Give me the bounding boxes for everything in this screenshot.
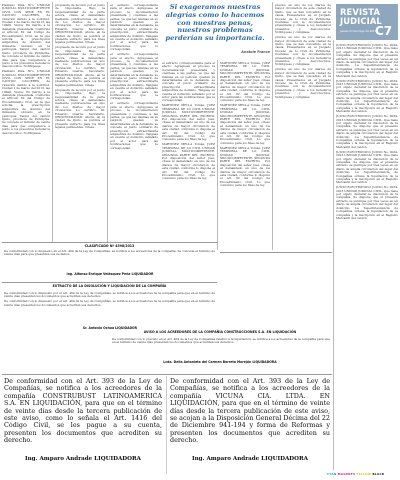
column-divider: [52, 2, 53, 242]
box3-text: De conformidad con lo previsto en el Art. 404 de la Ley de Compañías relativo a la liquidación, se notifica a los acreedores de la compañía para que en el término de veinte días presenten los documentos que acrediten sus derechos.: [112, 338, 330, 345]
column-text: MARTINEZ MELLA Tomás, JUEZ TEMPORAL DE LO CIVIL UNIDAD JUDICIAL MULTICOMPETENTE. SEGUNDA PARTE DEL ESCRITO. Por disposición del señor juez, cítese al demandado en uno de los diarios de mayor circulación de esta ciudad, conforme lo dispone el Art. 82 del Código de Procedimiento Civil. Lo que comunico para los fines de ley.: [162, 103, 215, 142]
column-text: propuesta de lección por el juicio de Imponente. Bajo la responsabilidad de la parte actora, cítese al demandado mediante publicaciones en uno de los diarios de mayor circulación. Lo certifico. Dr. Eduardo Guerra, Secretario. ORQUESTALIDAD. Ahora, en la ciudad de Quito, se publica el presente extracto para los fines legales pertinentes. Cítese.: [55, 4, 105, 45]
text-column-7: [336, 44, 398, 464]
text-column-6: [275, 4, 331, 248]
column-text: MARTINEZ MELLA Tomás, JUEZ TEMPORAL DE LO CIVIL UNIDAD JUDICIAL MULTICOMPETENTE. SEGUNDA PARTE DEL ESCRITO. Por disposición del señor juez, cítese al demandado en uno de los diarios de mayor circulación de esta ciudad, conforme lo dispone el Art. 82 del Código de Procedimiento Civil. Lo que comunico para los fines de ley.: [220, 62, 270, 103]
column-text: JUICIO ELECTRÓNICO. JUICIO No. 0034-2013 UNIDAD JUDICIAL CIVIL. Que tiene por objeto declarar la disolución de la compañía. Se dispone que el presente extracto se publique por tres veces en un diario de amplia circulación del lugar del domicilio. La Superintendencia de Compañías ordena la liquidación de la compañía y la inscripción en el Registro Mercantil del cantón.: [336, 44, 398, 78]
column-text: Planteno Dixa, Nro. UNIDAD JUDICIAL MULTICOMPETENTE CIVIL CON SEDE EN EL CANTÓN CALCERES, de violación debido a la solicitud. Ciudad 1 de marzo del 2013, las 10h00. Vistos: En mérito a la demanda presentada. Conforme el artículo 82 del Código de Procedimiento Civil, en la que solicita la prescripción adquisitiva de dominio del inmueble ubicado en la parroquia Tarqui del cantón Quito, provincia de Pichincha. Se concede el término de veinte días para que comparezca a juicio a los presuntos herederos desconocidos. Notifíquese.: [2, 4, 50, 69]
pull-quote-author: Anatole France: [241, 50, 270, 54]
column-text: el extracto correspondiente para el efecto. Agréguese al proceso la documentación presentada y cuéntese a las partes, ya que las mismas en su petición quedan ya determinadas en la demanda, se concede el juicio ordinario de prescripción extraordinaria adquisitiva de dominio. Téngase en cuenta el domicilio señalado por el actor para las notificaciones que le correspondan.: [110, 4, 158, 52]
notice-2: De conformidad con el Art. 393 de la Ley de Compañías, se notifica a los acreedores de la compañía VICUNA CIA. LTDA. EN LIQUIDACIÓN, para que en el término de veinte días desde la tercera publicación de este aviso, se acojan a la Disposición General Décima del 22 de Diciembre 941-194 y forma de Reformas y presenten los documentos que acrediten su derecho.: [170, 377, 330, 445]
notice-2-signer: Ing. Amparo Andrade LIQUIDADORA: [191, 456, 309, 462]
column-text: previos en uno de los diarios de mayor circulación de esta ciudad de Quito, que se han concedido en la causa. Presentados en el Juzgado Noveno de lo Civil de Pichincha. Cuéntese con la documentación presentada y cítese a los herederos presuntos y desconocidos. Notifíquese y cúmplase.: [275, 4, 331, 35]
column-divider: [107, 2, 108, 242]
notice-1: De conformidad con el Art. 393 de la Ley de Compañías, se notifica a los acreedores de la compañía CONSTRUBUST LATINOAMERICA S.A. EN LIQUIDACIÓN, para que en el término de veinte días desde la tercera publicación de este aviso, como lo señala el Art. 1416 del Código Civil, se les pague a su cuenta, presenten los documentos que acrediten su derecho.: [4, 377, 162, 445]
box3-signer: Lcda. Delia Antonieta del Carmen Barreto Morejón LIQUIDADORA: [163, 360, 277, 364]
section-title: REVISTA JUDICIAL: [340, 7, 382, 26]
notice-1-signer: Ing. Amparo Andrade LIQUIDADORA: [24, 456, 142, 462]
text-column-4: [162, 62, 215, 248]
box-divider: [2, 242, 217, 243]
yellow-label: YELLOW: [356, 472, 372, 476]
box3-title: AVISO A LOS ACREEDORES DE LA COMPAÑÍA CONSTRUCCIONES S.A. EN LIQUIDACIÓN: [143, 330, 297, 334]
box-divider: [2, 282, 217, 283]
box1-title: CLASIFICADO Nº 4598/2013: [84, 244, 135, 248]
text-column-1: [2, 4, 50, 240]
column-divider: [217, 60, 218, 250]
black-label: BLACK: [372, 472, 385, 476]
column-text: JUICIO ELECTRÓNICO. JUICIO No. 0034-2013 UNIDAD JUDICIAL CIVIL. Que tiene por objeto declarar la disolución de la compañía. Se dispone que el presente extracto se publique por tres veces en un diario de amplia circulación del lugar del domicilio. La Superintendencia de Compañías ordena la liquidación de la compañía y la inscripción en el Registro Mercantil del cantón.: [336, 185, 398, 220]
box2-title: EXTRACTO DE LA DISOLUCIÓN Y LIQUIDACIÓN DE LA COMPAÑÍA: [52, 284, 167, 288]
magenta-label: MAGENTA: [337, 472, 356, 476]
text-column-3: [110, 4, 158, 240]
box-divider: [220, 252, 332, 253]
pull-quote: Si exageramos nuestras alegrías como lo hacemos con nuestras penas, nuestros problemas perderían su importancia.: [165, 3, 265, 43]
column-text: propuesta de lección por el juicio de Imponente. Bajo la responsabilidad de la parte actora, cítese al demandado mediante publicaciones en uno de los diarios de mayor circulación. Lo certifico. Dr. Eduardo Guerra, Secretario. ORQUESTALIDAD. Ahora, en la ciudad de Quito, se publica el presente extracto para los fines legales pertinentes. Cítese.: [55, 45, 105, 87]
column-text: propuesta de lección por el juicio de Imponente. Bajo la responsabilidad de la parte actora, cítese al demandado mediante publicaciones en uno de los diarios de mayor circulación. Lo certifico. Dr. Eduardo Guerra, Secretario. ORQUESTALIDAD. Ahora, en la ciudad de Quito, se publica el presente extracto para los fines legales pertinentes. Cítese.: [55, 87, 105, 130]
box2-paragraph: De conformidad con lo dispuesto por el Art. 404 de la Ley de Compañías, se notifica a los acreedores de la compañía para que en el término de veinte días presenten los documentos que acrediten sus derechos.: [4, 299, 215, 307]
section-date: Jueves 23 de mayo de 2013: [340, 30, 377, 33]
column-text: MARTINEZ MELLA Tomás, JUEZ TEMPORAL DE LO CIVIL UNIDAD JUDICIAL MULTICOMPETENTE. SEGUNDA PARTE DEL ESCRITO. Por disposición del señor juez, cítese al demandado en uno de los diarios de mayor circulación de esta ciudad, conforme lo dispone el Art. 82 del Código de Procedimiento Civil. Lo que comunico para los fines de ley.: [220, 103, 270, 145]
box2-signer: Sr. Antonio Ochoa LIQUIDADOR: [82, 326, 138, 330]
column-text: JUICIO ELECTRÓNICO. JUICIO No. 0034-2013 UNIDAD JUDICIAL CIVIL. Que tiene por objeto declarar la disolución de la compañía. Se dispone que el presente extracto se publique por tres veces en un diario de amplia circulación del lugar del domicilio. La Superintendencia de Compañías ordena la liquidación de la compañía y la inscripción en el Registro Mercantil del cantón.: [336, 114, 398, 149]
column-text: Planteno Dixa, Nro. UNIDAD JUDICIAL MULTICOMPETENTE CIVIL CON SEDE EN EL CANTÓN CALCERES, de violación debido a la solicitud. Ciudad 1 de marzo del 2013, las 10h00. Vistos: En mérito a la demanda presentada. Conforme el artículo 82 del Código de Procedimiento Civil, en la que solicita la prescripción adquisitiva de dominio del inmueble ubicado en la parroquia Tarqui del cantón Quito, provincia de Pichincha. Se concede el término de veinte días para que comparezca a juicio a los presuntos herederos desconocidos. Notifíquese.: [2, 69, 50, 135]
box2-paragraph: De conformidad con lo dispuesto por el Art. 404 de la Ley de Compañías, se notifica a los acreedores de la compañía para que en el término de veinte días presenten los documentos que acrediten sus derechos.: [4, 292, 215, 299]
column-text: JUICIO ELECTRÓNICO. JUICIO No. 0034-2013 UNIDAD JUDICIAL CIVIL. Que tiene por objeto declarar la disolución de la compañía. Se dispone que el presente extracto se publique por tres veces en un diario de amplia circulación del lugar del domicilio. La Superintendencia de Compañías ordena la liquidación de la compañía y la inscripción en el Registro Mercantil del cantón.: [336, 78, 398, 114]
column-text: previos en uno de los diarios de mayor circulación de esta ciudad de Quito, que se han concedido en la causa. Presentados en el Juzgado Noveno de lo Civil de Pichincha. Cuéntese con la documentación presentada y cítese a los herederos presuntos y desconocidos. Notifíquese y cúmplase.: [275, 67, 331, 99]
box1-signer: Ing. Alfonso Enrique Velásquez Peña LIQUIDADOR: [66, 272, 154, 276]
column-text: previos en uno de los diarios de mayor circulación de esta ciudad de Quito, que se han concedido en la causa. Presentados en el Juzgado Noveno de lo Civil de Pichincha. Cuéntese con la documentación presentada y cítese a los herederos presuntos y desconocidos. Notifíquese y cúmplase.: [275, 35, 331, 67]
column-text: JUICIO ELECTRÓNICO. JUICIO No. 0034-2013 UNIDAD JUDICIAL CIVIL. Que tiene por objeto declarar la disolución de la compañía. Se dispone que el presente extracto se publique por tres veces en un diario de amplia circulación del lugar del domicilio. La Superintendencia de Compañías ordena la liquidación de la compañía y la inscripción en el Registro Mercantil del cantón.: [336, 149, 398, 185]
column-text: MARTINEZ MELLA Tomás, JUEZ TEMPORAL DE LO CIVIL UNIDAD JUDICIAL MULTICOMPETENTE. SEGUNDA PARTE DEL ESCRITO. Por disposición del señor juez, cítese al demandado en uno de los diarios de mayor circulación de esta ciudad, conforme lo dispone el Art. 82 del Código de Procedimiento Civil. Lo que comunico para los fines de ley.: [220, 145, 270, 188]
cyan-label: CYAN: [327, 472, 337, 476]
section-page-number: C7: [375, 24, 393, 38]
text-column-5: [220, 62, 270, 248]
column-divider: [333, 40, 334, 470]
cmyk-color-bar: [327, 472, 384, 476]
column-divider: [272, 2, 273, 250]
text-column-2: [55, 4, 105, 240]
box2-text: [4, 292, 215, 326]
column-text: MARTINEZ MELLA Tomás, JUEZ TEMPORAL DE LO CIVIL UNIDAD JUDICIAL MULTICOMPETENTE. SEGUNDA PARTE DEL ESCRITO. Por disposición del señor juez, cítese al demandado en uno de los diarios de mayor circulación de esta ciudad, conforme lo dispone el Art. 82 del Código de Procedimiento Civil. Lo que comunico para los fines de ley.: [162, 142, 215, 181]
column-text: el extracto correspondiente para el efecto. Agréguese al proceso la documentación presentada y cuéntese a las partes, ya que las mismas en su petición quedan ya determinadas en la demanda, se concede el juicio ordinario de prescripción extraordinaria adquisitiva de dominio. Téngase en cuenta el domicilio señalado por el actor para las notificaciones que le correspondan.: [110, 101, 158, 150]
column-text: el extracto correspondiente para el efecto. Agréguese al proceso la documentación presentada y cuéntese a las partes, ya que las mismas en su petición quedan ya determinadas en la demanda, se concede el juicio ordinario de prescripción extraordinaria adquisitiva de dominio. Téngase en cuenta el domicilio señalado por el actor para las notificaciones que le correspondan.: [110, 52, 158, 101]
notice-divider: [2, 374, 332, 375]
column-text: el extracto correspondiente para el efecto. Agréguese al proceso la documentación presentada y cuéntese a las partes, ya que las mismas en su petición quedan ya determinadas en la demanda, se concede el juicio ordinario de prescripción extraordinaria adquisitiva de dominio. Téngase en cuenta el domicilio señalado por el actor para las notificaciones que le correspondan.: [162, 62, 215, 103]
notice-divider: [166, 376, 167, 474]
box1-text: De conformidad con lo dispuesto en el Art. 404 de la Ley de Compañías, se notifica a los acreedores de la compañía. Se concede el término de veinte días para que presenten sus reclamos.: [4, 250, 215, 257]
